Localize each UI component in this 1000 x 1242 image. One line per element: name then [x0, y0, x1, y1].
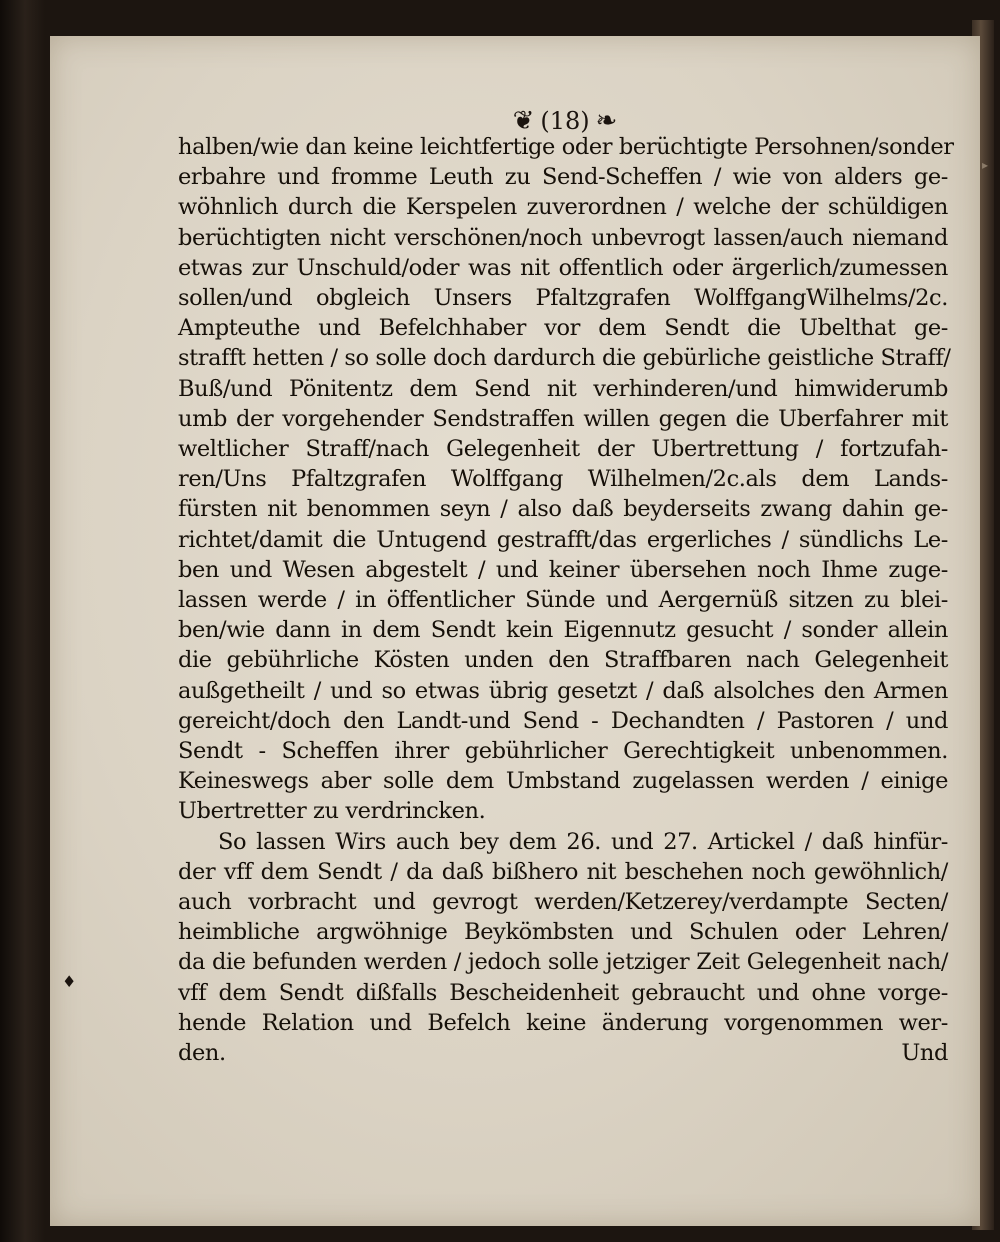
- text-line: halben/wie dan keine leichtfertige oder berüchtigte Persohnen/sonder: [178, 134, 954, 160]
- text-line: die gebührliche Kösten unden den Straffbaren nach Gelegenheit: [178, 647, 948, 674]
- text-line: da die befunden werden / jedoch solle jetziger Zeit Gelegenheit nach/: [178, 949, 948, 976]
- text-line: vff dem Sendt dißfalls Bescheidenheit gebraucht und ohne vorge-: [178, 979, 948, 1006]
- text-line: Sendt - Scheffen ihrer gebührlicher Gerechtigkeit unbenommen.: [178, 738, 948, 765]
- text-line: richtet/damit die Untugend gestrafft/das ergerliches / sündlichs Le-: [178, 526, 948, 553]
- text-line: ben und Wesen abgestelt / und keiner übersehen noch Ihme zuge-: [178, 556, 948, 583]
- text-line: fürsten nit benommen seyn / also daß beyderseits zwang dahin ge-: [178, 496, 948, 523]
- text-line: hende Relation und Befelch keine änderung vorgenommen wer-: [178, 1009, 948, 1036]
- page-number: (18): [540, 107, 590, 135]
- text-line: erbahre und fromme Leuth zu Send-Scheffen / wie von alders ge-: [178, 164, 948, 191]
- text-line: wöhnlich durch die Kerspelen zuverordnen / welche der schüldigen: [178, 194, 948, 221]
- body-text: [178, 132, 954, 1068]
- last-line-text: den.: [178, 1040, 226, 1067]
- text-line: Ubertretter zu verdrincken.: [178, 798, 486, 825]
- text-line: auch vorbracht und gevrogt werden/Ketzerey/verdampte Secten/: [178, 889, 948, 916]
- text-line: ben/wie dann in dem Sendt kein Eigennutz gesucht / sonder allein: [178, 617, 948, 644]
- text-line: strafft hetten / so solle doch dardurch die gebürliche geistliche Straff/: [178, 345, 951, 372]
- paragraph-start-line: So lassen Wirs auch bey dem 26. und 27. Artickel / daß hinfür-: [218, 828, 948, 855]
- text-line: heimbliche argwöhnige Beykömbsten und Schulen oder Lehren/: [178, 919, 948, 946]
- text-line: der vff dem Sendt / da daß bißhero nit beschehen noch gewöhnlich/: [178, 858, 948, 885]
- final-line: [178, 1038, 948, 1068]
- text-line: sollen/und obgleich Unsers Pfaltzgrafen WolffgangWilhelms/2c.: [178, 285, 948, 312]
- ink-blot-icon: ♦: [62, 972, 77, 991]
- text-line: berüchtigten nicht verschönen/noch unbevrogt lassen/auch niemand: [178, 224, 948, 251]
- text-line: umb der vorgehender Sendstraffen willen gegen die Uberfahrer mit: [178, 405, 948, 432]
- text-line: Keineswegs aber solle dem Umbstand zugelassen werden / einige: [178, 768, 948, 795]
- text-line: gereicht/doch den Landt-und Send - Dechandten / Pastoren / und: [178, 707, 948, 734]
- text-line: etwas zur Unschuld/oder was nit offentlich oder ärgerlich/zumessen: [178, 254, 948, 281]
- edge-mark-icon: ▸: [982, 158, 989, 172]
- text-line: weltlicher Straff/nach Gelegenheit der Ubertrettung / fortzufah-: [178, 436, 948, 463]
- text-line: lassen werde / in öffentlicher Sünde und Aergernüß sitzen zu blei-: [178, 587, 948, 614]
- text-line: Ampteuthe und Befelchhaber vor dem Sendt die Ubelthat ge-: [178, 315, 948, 342]
- text-line: ren/Uns Pfaltzgrafen Wolffgang Wilhelmen/2c.als dem Lands-: [178, 466, 948, 493]
- ornament-left-icon: ❦: [512, 106, 535, 136]
- ornament-right-icon: ❧: [595, 106, 618, 136]
- catchword: Und: [901, 1040, 948, 1067]
- text-line: Buß/und Pönitentz dem Send nit verhinderen/und himwiderumb: [178, 375, 948, 402]
- text-line: außgetheilt / und so etwas übrig gesetzt / daß alsolches den Armen: [178, 677, 948, 704]
